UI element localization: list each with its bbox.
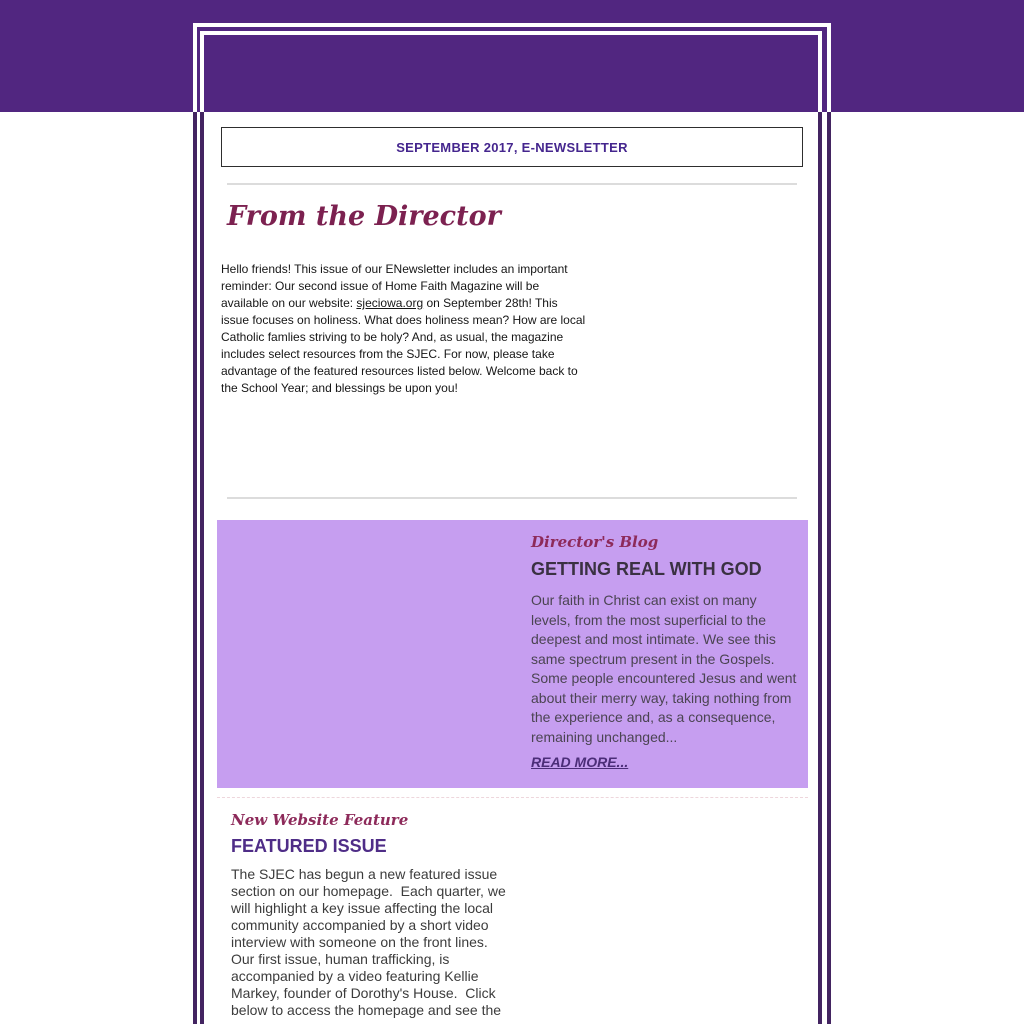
blog-body-text: Our faith in Christ can exist on many levels, from the most superficial to the deepest and most intimate. We see this same spectrum present in the Gospels. Some people encountered Jesus and went about their merry way, taking nothing from the experience and, as a consequence, remaining unchanged... <box>531 592 801 745</box>
director-intro-text <box>221 261 587 397</box>
blog-image-placeholder <box>217 520 512 788</box>
masthead-frame-line <box>200 31 822 35</box>
blog-text-column <box>531 533 801 772</box>
divider <box>227 497 797 499</box>
sjeciowa-link[interactable]: sjeciowa.org <box>356 296 424 310</box>
column-frame-line <box>200 112 204 1024</box>
section-divider-dashed <box>217 797 808 798</box>
column-frame-line <box>193 112 197 1024</box>
from-the-director-title: From the Director <box>227 201 501 232</box>
featured-image-placeholder <box>515 811 808 1024</box>
column-frame-line <box>818 112 822 1024</box>
issue-banner <box>221 127 803 167</box>
divider <box>227 183 797 185</box>
featured-issue-section <box>231 811 515 1019</box>
masthead-frame-line <box>818 31 822 112</box>
issue-banner-label: SEPTEMBER 2017, E-NEWSLETTER <box>396 139 628 155</box>
featured-heading: FEATURED ISSUE <box>231 836 387 856</box>
intro-text-before-link: Hello friends! This issue of our ENewsletter includes an important reminder: Our second issue of Home Faith Magazine will be available on our website: <box>221 262 571 310</box>
masthead-frame-line <box>200 31 204 112</box>
intro-text-after-link: on September 28th! This issue focuses on holiness. What does holiness mean? How are local Catholic famlies striving to be holy? And, as usual, the magazine includes select resources from the SJEC. For now, please take advantage of the featured resources listed below. Welcome back to the School Year; and blessings be upon you! <box>221 296 589 395</box>
blog-heading: GETTING REAL WITH GOD <box>531 559 762 579</box>
directors-blog-card <box>217 520 808 788</box>
masthead-frame-line <box>827 23 831 112</box>
featured-body-text: The SJEC has begun a new featured issue section on our homepage. Each quarter, we will highlight a key issue affecting the local community accompanied by a short video interview with someone on the front lines. Our first issue, human trafficking, is accompanied by a video featuring Kellie Markey, founder of Dorothy's House. Click below to access the homepage and see the <box>231 866 510 1018</box>
blog-eyebrow: Director's Blog <box>531 533 659 551</box>
featured-eyebrow: New Website Feature <box>231 811 409 829</box>
read-more-link[interactable]: READ MORE... <box>531 754 629 770</box>
masthead-band <box>0 0 1024 112</box>
column-frame-line <box>827 112 831 1024</box>
masthead-frame-line <box>193 23 197 112</box>
masthead-frame-line <box>193 23 831 27</box>
